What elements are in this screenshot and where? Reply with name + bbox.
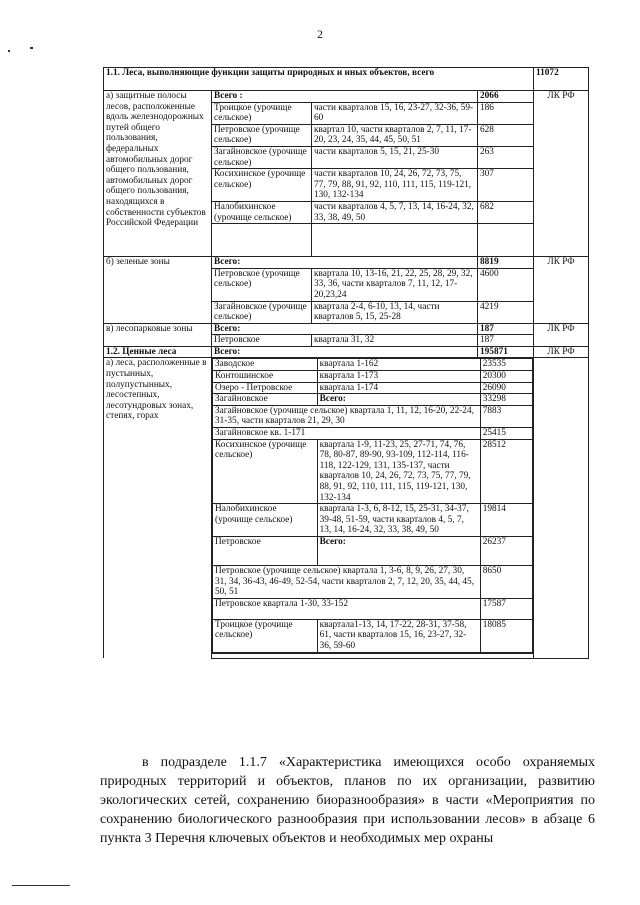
forest-name: Загайновское (урочище сельское) <box>212 146 312 168</box>
area-value: 18085 <box>480 619 532 652</box>
table-row <box>213 598 533 619</box>
table-row <box>213 371 533 383</box>
section-total: 11072 <box>534 68 589 91</box>
table-row <box>213 536 533 565</box>
table-row <box>213 394 533 406</box>
empty-cell <box>534 358 589 658</box>
area-value: 187 <box>478 335 534 347</box>
quarter-list: квартала 1-3, 6, 8-12, 15, 25-31, 34-37, 39-48, 51-59, части кварталов 4, 5, 7, 13, 14, 16-24, 32, 33, 38, 49, 50 <box>317 504 480 537</box>
legal-basis: ЛК РФ <box>534 91 589 257</box>
footer-rule <box>12 885 70 886</box>
total-label: Всего: <box>317 394 480 406</box>
table-row <box>213 504 533 537</box>
forest-name: Налобихинское (урочище сельское) <box>212 201 312 223</box>
table-row <box>104 346 589 358</box>
quarter-list: квартала1-13, 14, 17-22, 28-31, 37-58, 61, части кварталов 15, 16, 23-27, 32-36, 59-60 <box>317 619 480 652</box>
quarter-list: части кварталов 5, 15, 21, 25-30 <box>312 146 478 168</box>
table-row <box>213 439 533 504</box>
category-label: а) защитные полосы лесов, расположенные вдоль железнодорожных путей общего пользования, федеральных автомобильных дорог общего пользования, автомобильных дорог общего пользования, находящихся в собственности субъектов Российской Федерации <box>104 91 212 257</box>
scan-mark <box>30 47 33 49</box>
category-label: а) леса, расположенные в пустынных, полупустынных, лесостепных, лесотундровых зонах, степях, горах <box>104 358 212 658</box>
area-value: 628 <box>478 124 534 146</box>
table-row <box>213 619 533 652</box>
area-value: 4219 <box>478 301 534 323</box>
forest-name: Озеро - Петровское <box>213 382 318 394</box>
forest-name: Троицкое (урочище сельское) <box>213 619 318 652</box>
quarter-list: квартала 1-162 <box>317 359 480 371</box>
table-row <box>213 428 533 440</box>
empty-cell <box>212 224 312 257</box>
forest-name: Петровское (урочище сельское) <box>212 124 312 146</box>
area-value: 186 <box>478 102 534 124</box>
quarter-list: Петровское (урочище сельское) квартала 1, 3-6, 8, 9, 26, 27, 30, 31, 34, 36-43, 46-49, 52-54, части кварталов 2, 7, 12, 20, 35, 44, 45, 50, 51 <box>213 565 481 598</box>
body-paragraph: в подразделе 1.1.7 «Характеристика имеющихся особо охраняемых природных территорий и объектов, планов по их организации, развитию экологических сетей, сохранению биоразнообразия» в части «Мероприятия по сохранению биологического разнообразия при использовании лесов» в абзаце 6 пункта 3 Перечня ключевых объектов и необходимых мер охраны <box>100 755 595 846</box>
empty-cell <box>312 224 478 257</box>
table-row <box>213 565 533 598</box>
section-title: 1.2. Ценные леса <box>104 346 212 358</box>
table-row <box>213 382 533 394</box>
valuable-subtable <box>212 358 533 652</box>
total-value: 8819 <box>478 257 534 269</box>
area-value: 33298 <box>480 394 532 406</box>
total-label: Всего: <box>212 346 478 358</box>
quarter-list: Загайновское (урочище сельское) квартала 1, 11, 12, 16-20, 22-24, 31-35, части кварталов 21, 29, 30 <box>213 405 481 427</box>
area-value: 26237 <box>480 536 532 565</box>
page-number: 2 <box>317 27 323 41</box>
category-label: в) лесопарковые зоны <box>104 323 212 346</box>
forest-table <box>103 67 589 659</box>
area-value: 25415 <box>480 428 532 440</box>
quarter-list: квартала 1-173 <box>317 371 480 383</box>
forest-name: Петровское <box>213 536 318 565</box>
quarter-list: Петровское квартала 1-30, 33-152 <box>213 598 481 619</box>
table-row <box>104 91 589 103</box>
total-value: 187 <box>478 323 534 335</box>
area-value: 28512 <box>480 439 532 504</box>
scan-mark <box>8 50 10 52</box>
legal-basis: ЛК РФ <box>534 346 589 358</box>
table-row <box>213 405 533 427</box>
forest-name: Петровское <box>212 335 312 347</box>
legal-basis: ЛК РФ <box>534 257 589 324</box>
area-value: 26090 <box>480 382 532 394</box>
quarter-list: квартала 31, 32 <box>312 335 478 347</box>
quarter-list: квартала 2-4, 6-10, 13, 14, части кварталов 5, 15, 25-28 <box>312 301 478 323</box>
area-value: 263 <box>478 146 534 168</box>
forest-name: Загайновское (урочище сельское) <box>212 301 312 323</box>
forest-name: Троицкое (урочище сельское) <box>212 102 312 124</box>
forest-name: Загайновское <box>213 394 318 406</box>
section-title: 1.1. Леса, выполняющие функции защиты природных и иных объектов, всего <box>104 68 534 91</box>
quarter-list: квартала 1-174 <box>317 382 480 394</box>
area-value: 307 <box>478 169 534 202</box>
quarter-list: части кварталов 4, 5, 7, 13, 14, 16-24, 32, 33, 38, 49, 50 <box>312 201 478 223</box>
quarter-list: части кварталов 10, 24, 26, 72, 73, 75, 77, 79, 88, 91, 92, 110, 111, 115, 119-121, 130, 132-134 <box>312 169 478 202</box>
area-value: 7883 <box>480 405 532 427</box>
forest-name: Косихинское (урочище сельское) <box>213 439 318 504</box>
empty-cell <box>478 224 534 257</box>
area-value: 17587 <box>480 598 532 619</box>
forest-name: Петровское (урочище сельское) <box>212 268 312 301</box>
table-row <box>104 257 589 269</box>
area-value: 23535 <box>480 359 532 371</box>
quarter-list: Загайновское кв. 1-171 <box>213 428 481 440</box>
valuable-subtable-cell <box>212 358 534 653</box>
table-row <box>213 359 533 371</box>
forest-name: Косихинское (урочище сельское) <box>212 169 312 202</box>
quarter-list: квартала 1-9, 11-23, 25, 27-71, 74, 76, 78, 80-87, 89-90, 93-109, 112-114, 116-118, 122-129, 131, 135-137, части кварталов 10, 24, 26, 72, 73, 75, 77, 79, 88, 91, 92, 110, 111, 115, 119-121, 130, 132-134 <box>317 439 480 504</box>
area-value: 20300 <box>480 371 532 383</box>
forest-name: Налобихинское (урочище сельское) <box>213 504 318 537</box>
area-value: 19814 <box>480 504 532 537</box>
table-row <box>104 323 589 335</box>
area-value: 4600 <box>478 268 534 301</box>
total-label: Всего : <box>212 91 478 103</box>
category-label: б) зеленые зоны <box>104 257 212 324</box>
legal-basis: ЛК РФ <box>534 323 589 346</box>
total-value: 2066 <box>478 91 534 103</box>
forest-name: Контошинское <box>213 371 318 383</box>
quarter-list: квартал 10, части кварталов 2, 7, 11, 17-20, 23, 24, 35, 44, 45, 50, 51 <box>312 124 478 146</box>
total-label: Всего: <box>212 323 478 335</box>
table-header-row <box>104 68 589 91</box>
quarter-list: части кварталов 15, 16, 23-27, 32-36, 59-60 <box>312 102 478 124</box>
total-value: 195871 <box>478 346 534 358</box>
table-row <box>104 358 589 653</box>
total-label: Всего: <box>212 257 478 269</box>
quarter-list: квартала 10, 13-16, 21, 22, 25, 28, 29, 32, 33, 36, части кварталов 7, 11, 12, 17-20,23,24 <box>312 268 478 301</box>
empty-cell <box>212 653 534 658</box>
forest-name: Заводское <box>213 359 318 371</box>
area-value: 682 <box>478 201 534 223</box>
area-value: 8650 <box>480 565 532 598</box>
total-label: Всего: <box>317 536 480 565</box>
